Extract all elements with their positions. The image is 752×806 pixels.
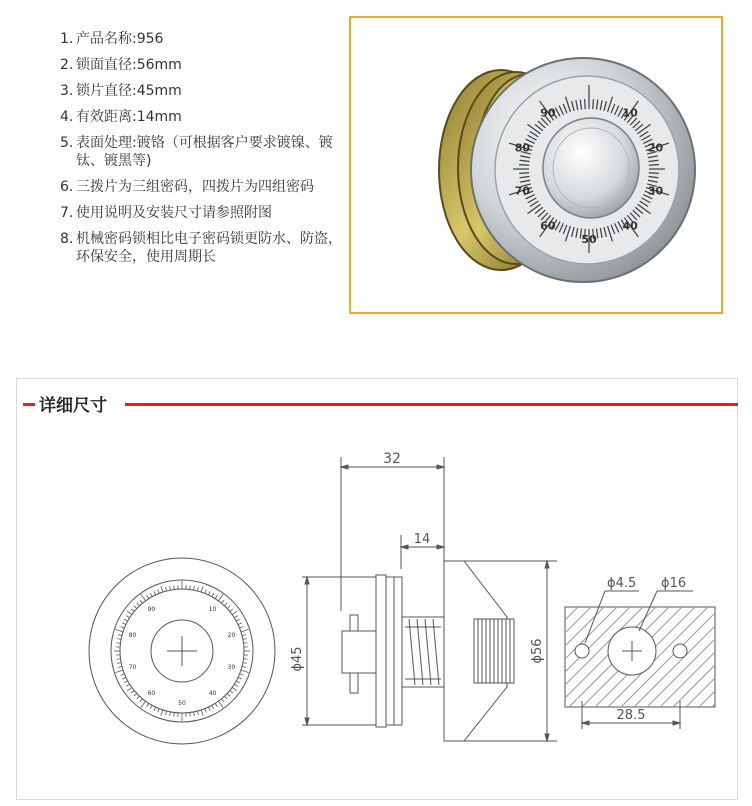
photo-dial-label: 20 — [647, 141, 664, 155]
technical-drawing — [17, 379, 737, 799]
product-photo-frame — [349, 16, 723, 314]
photo-dial-label: 10 — [622, 106, 638, 120]
dimension-diameter-56: ϕ56 — [530, 638, 545, 664]
product-photo — [351, 18, 721, 312]
photo-dial-label: 70 — [514, 184, 531, 198]
dial-label: 30 — [227, 664, 236, 672]
side-view — [302, 457, 557, 741]
photo-dial-label: 50 — [581, 233, 597, 246]
dimension-28-5: 28.5 — [616, 708, 646, 723]
spec-item: 7. 使用说明及安装尺寸请参照附图 — [60, 205, 272, 221]
spec-item: 3. 锁片直径:45mm — [60, 83, 182, 99]
dimension-hole-4-5: ϕ4.5 — [607, 576, 637, 591]
dial-label: 50 — [178, 700, 186, 707]
spec-item: 2. 锁面直径:56mm — [60, 57, 182, 73]
spec-item: 4. 有效距离:14mm — [60, 109, 182, 125]
dial-label: 10 — [208, 605, 217, 613]
photo-dial-label: 90 — [540, 106, 556, 120]
front-view — [89, 558, 275, 744]
dial-label: 70 — [128, 664, 137, 672]
photo-dial-label: 40 — [622, 219, 638, 233]
dial-label: 20 — [227, 631, 236, 639]
dimension-14: 14 — [413, 532, 431, 547]
spec-list — [60, 30, 350, 274]
spec-item: 1. 产品名称:956 — [60, 31, 164, 47]
dimension-section — [16, 378, 738, 800]
dial-label: 90 — [147, 605, 156, 613]
dimension-hole-16: ϕ16 — [661, 576, 687, 591]
dial-label: 60 — [147, 690, 156, 698]
dial-label: 80 — [128, 631, 137, 639]
spec-item: 8. 机械密码锁相比电子密码锁更防水、防盗，环保安全，使用周期长 — [60, 231, 342, 265]
section-title: 详细尺寸 — [39, 396, 107, 416]
dimension-diameter-45: ϕ45 — [290, 646, 305, 672]
photo-dial-label: 60 — [540, 219, 556, 233]
spec-item: 6. 三拨片为三组密码，四拨片为四组密码 — [60, 179, 314, 195]
dial-label: 40 — [208, 690, 217, 698]
spec-item: 5. 表面处理:镀铬（可根据客户要求镀镍、镀钛、镀黑等) — [60, 135, 333, 169]
photo-dial-label: 80 — [514, 141, 531, 155]
photo-dial-label: 30 — [647, 184, 664, 198]
dimension-32: 32 — [383, 451, 401, 467]
